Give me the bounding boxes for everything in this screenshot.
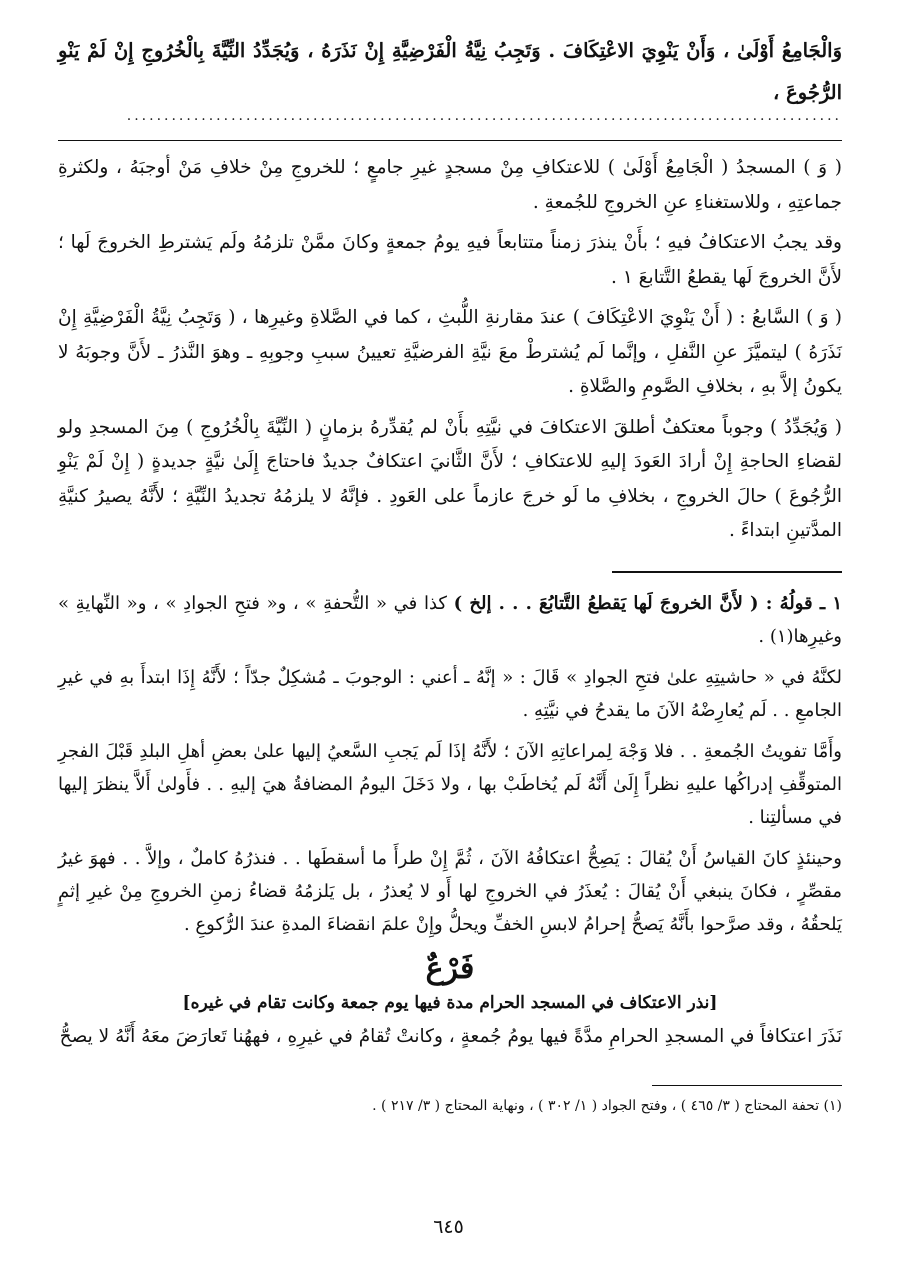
sharh-paragraph-3: ( وَ ) السَّابعُ : ( أَنْ يَنْوِيَ الاعْتِكَافَ ) عندَ مقارنةِ اللُّبثِ ، كما في الصَّلاةِ وغيرِها ، ( وَتَجِبُ نِيَّةُ الْفَرْضِيَّةِ إِنْ نَذَرَهُ ) ليتميَّزَ عنِ النَّفلِ ، وإنَّما لَم يُشترطْ معَ نيَّةِ الفرضيَّةِ تعيينُ سببِ وجوبِهِ ـ وهوَ النَّذرُ ـ لأَنَّ وجوبَهُ لا يكونُ إلاَّ بهِ ، بخلافِ الصَّومِ والصَّلاةِ .: [58, 307, 842, 397]
hashiya-paragraph-4: وحينئذٍ كانَ القياسُ أَنْ يُقالَ : يَصِحُّ اعتكافُهُ الآنَ ، ثُمَّ إِنْ طرأَ ما أسقطَها . . فنذرُهُ كاملٌ ، وإلاَّ . . فهوَ غيرُ مقصِّرٍ ، فكانَ ينبغي أَنْ يُقالَ : يُعذَرُ في الخروجِ لها أَو لا يُعذرُ ، بل يَلزمُهُ قضاءُ زمنِ الخروجِ مِنْ غيرِ إثمٍ يَلحقُهُ ، وقد صرَّحوا بأَنَّهُ يَصحُّ إحرامُ لابسِ الخفِّ ويحلُّ وإِنْ علمَ انقضاءَ المدةِ عندَ الرُّكوعِ .: [58, 847, 842, 935]
footnote-separator: [652, 1085, 842, 1086]
hashiya-separator: [612, 571, 842, 573]
hashiya-p1-rest: كذا في « التُّحفةِ » ، و« فتحِ الجوادِ » ، و« النِّهايةِ » وغيرِها(١) .: [58, 592, 842, 647]
page-body: [58, 30, 842, 1118]
matn-separator: [58, 140, 842, 141]
matn-text: وَالْجَامِعُ أَوْلَىٰ ، وَأَنْ يَنْوِيَ الاعْتِكَافَ . وَتَجِبُ نِيَّةُ الْفَرْضِيَّةِ إِنْ نَذَرَهُ ، وَيُجَدِّدُ النِّيَّةَ بِالْخُرُوجِ إِنْ لَمْ يَنْوِ الرُّجُوعَ ،: [58, 39, 842, 104]
far-heading: فَرْعٌ: [425, 950, 475, 986]
sharh-section: [58, 151, 842, 549]
page-number: ٦٤٥: [433, 1216, 464, 1238]
hashiya-paragraph-1: [58, 587, 842, 653]
footnote: (١) تحفة المحتاج ( ٣/ ٤٦٥ ) ، وفتح الجواد ( ١/ ٣٠٢ ) ، ونهاية المحتاج ( ٣/ ٢١٧ ) .: [372, 1097, 842, 1114]
sharh-paragraph-1: ( وَ ) المسجدُ ( الْجَامِعُ أَوْلَىٰ ) للاعتكافِ مِنْ مسجدٍ غيرِ جامعٍ ؛ للخروجِ مِنْ خلافِ مَنْ أوجبَهُ ، ولكثرةِ جماعتِهِ ، وللاستغناءِ عنِ الخروجِ للجُمعةِ .: [58, 157, 842, 213]
hashiya-paragraph-2: لكنَّهُ في « حاشيتِهِ علىٰ فتحِ الجوادِ » قَالَ : « إنَّهُ ـ أعني : الوجوبَ ـ مُشكِلٌ جدّاً ؛ لأَنَّهُ إِذَا ابتدأَ بهِ في غيرِ الجامعِ . . لَم يُعارِضْهُ الآنَ ما يقدحُ في نيَّتِهِ .: [58, 666, 842, 721]
hashiya-section: [58, 587, 842, 941]
far-section: [58, 949, 842, 1055]
hashiya-lead: ١ ـ قولُهُ : ( لأَنَّ الخروجَ لَها يَقطعُ التَّتابُعَ . . . إلخ ): [453, 592, 842, 614]
far-text: نَذَرَ اعتكافاً في المسجدِ الحرامِ مدَّةً فيها يومُ جُمعةٍ ، وكانتْ تُقامُ في غيرِهِ ، فههُنا تَعارَضَ معَهُ أَنَّهُ لا يصحُّ: [59, 1025, 842, 1047]
sharh-paragraph-4: ( وَيُجَدِّدُ ) وجوباً معتكفٌ أطلقَ الاعتكافَ في نيَّتِهِ بأَنْ لم يُقدِّرهُ بزمانٍ ( النِّيَّةَ بِالْخُرُوجِ ) مِنَ المسجدِ ولو لقضاءِ الحاجةِ إِنْ أرادَ العَودَ إليهِ للاعتكافِ ؛ لأَنَّ الثَّانيَ اعتكافٌ جديدٌ فاحتاجَ إِلَىٰ نيَّةٍ جديدةٍ ( إِنْ لَمْ يَنْوِ الرُّجُوعَ ) حالَ الخروجِ ، بخلافِ ما لَو خرجَ عازماً على العَودِ . فإنَّهُ لا يلزمُهُ تجديدُ النِّيَّةِ ؛ لأَنَّهُ يصيرُ كنيَّةِ المدَّتينِ ابتداءً .: [58, 416, 842, 541]
matn-section: [58, 30, 842, 126]
sharh-paragraph-2: وقد يجبُ الاعتكافُ فيهِ ؛ بأَنْ ينذرَ زمناً متتابعاً فيهِ يومُ جمعةٍ وكانَ ممَّنْ تلزمُهُ ولَم يَشترطِ الخروجَ لَها ؛ لأَنَّ الخروجَ لَها يقطعُ التَّتابعَ ١ .: [58, 232, 842, 288]
matn-dots: ................................................................................................: [126, 108, 842, 124]
far-title: [نذر الاعتكاف في المسجد الحرام مدة فيها يوم جمعة وكانت تقام في غيره]: [182, 992, 718, 1013]
hashiya-paragraph-3: وأَمَّا تفويتُ الجُمعةِ . . فلا وَجْهَ لِمراعاتِهِ الآنَ ؛ لأَنَّهُ إذَا لَم يَجبِ السَّعيُ إليها علىٰ بعضِ أهلِ البلدِ قَبْلَ الفجرِ المتوقِّفِ إدراكُها عليهِ نظراً إِلَىٰ أَنَّهُ لَم يُخاطَبْ بها ، ولا دَخَلَ اليومُ المضافةُ هيَ إليهِ . . فأَولىٰ أَلاَّ ينظرَ إليها في مسألتِنا .: [58, 740, 842, 828]
